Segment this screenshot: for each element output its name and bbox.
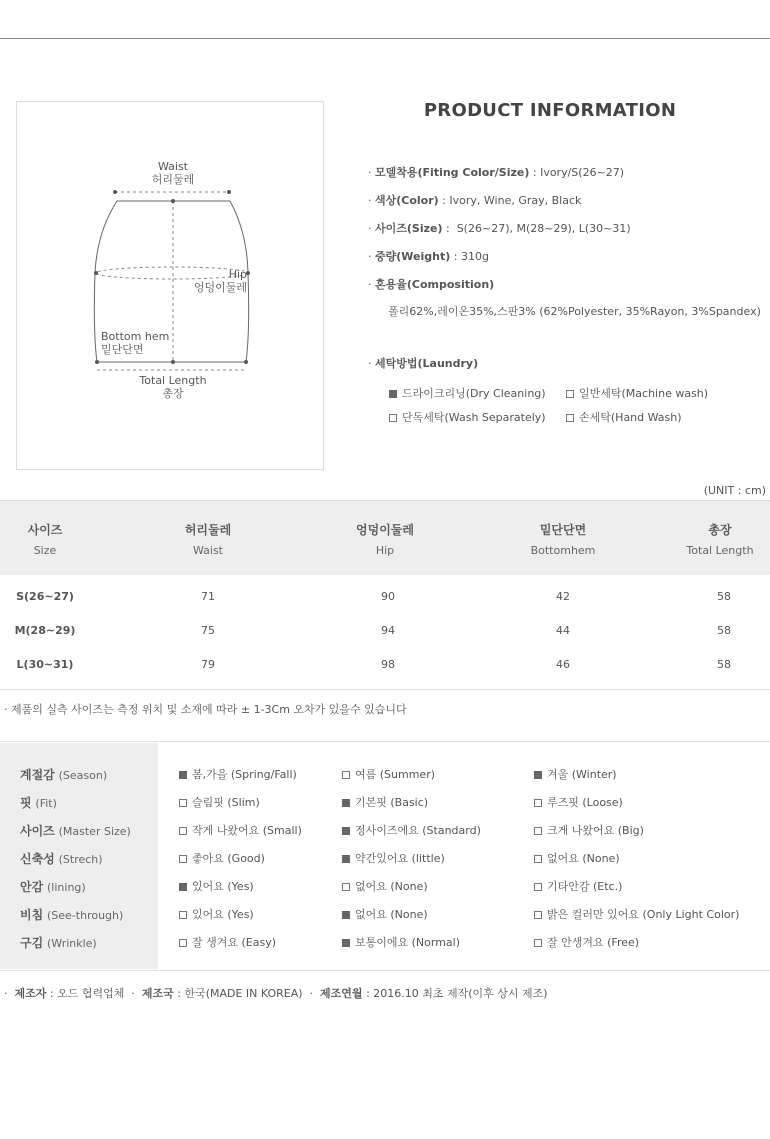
checkbox-empty-icon <box>342 883 350 891</box>
laundry-machine-wash: 일반세탁(Machine wash) <box>566 385 708 401</box>
attribute-label <box>20 766 107 783</box>
checkbox-checked-icon <box>179 883 187 891</box>
spec-composition: · 혼용율(Composition) <box>368 278 495 291</box>
divider <box>0 689 770 690</box>
row-hip: 90 <box>381 590 395 603</box>
manufacturer-info: · 제조자 : 오드 협력업체 · 제조국 : 한국(MADE IN KOREA) · 제조연월 : 2016.10 최초 제작(이후 상시 제조) <box>4 987 548 1000</box>
attribute-option <box>342 822 481 838</box>
attribute-option-label: 잘 안생겨요 (Free) <box>547 936 640 949</box>
attribute-option <box>342 766 435 782</box>
attribute-option <box>534 850 620 866</box>
checkbox-empty-icon <box>534 911 542 919</box>
attribute-label-kr: 계절감 <box>20 768 55 782</box>
attribute-option <box>534 822 644 838</box>
hip-label: Hip 엉덩이둘레 <box>193 268 247 294</box>
checkbox-checked-icon <box>342 939 350 947</box>
attribute-label-kr: 비침 <box>20 908 44 922</box>
waist-label: Waist 허리둘레 <box>151 160 195 186</box>
laundry-dry-cleaning: 드라이크리닝(Dry Cleaning) <box>389 385 546 401</box>
laundry-wash-separately: 단독세탁(Wash Separately) <box>389 409 546 425</box>
header-waist: 허리둘레 Waist <box>184 523 232 557</box>
product-info-title: PRODUCT INFORMATION <box>423 100 677 121</box>
checkbox-checked-icon <box>179 771 187 779</box>
divider <box>0 741 770 742</box>
unit-label: (UNIT : cm) <box>703 484 766 497</box>
attribute-label-en: (See-through) <box>47 909 124 922</box>
row-size: S(26~27) <box>16 590 74 603</box>
checkbox-checked-icon <box>342 911 350 919</box>
checkbox-checked-icon <box>534 771 542 779</box>
attribute-option <box>342 934 460 950</box>
row-bottom-hem: 42 <box>556 590 570 603</box>
attribute-option <box>534 906 739 922</box>
checkbox-empty-icon <box>179 911 187 919</box>
attribute-option-label: 기본핏 (Basic) <box>355 796 429 809</box>
attribute-option <box>179 850 265 866</box>
attribute-option <box>179 822 302 838</box>
checkbox-checked-icon <box>389 390 397 398</box>
header-total-length: 총장 Total Length <box>686 523 754 557</box>
composition-value: 폴리62%,레이온35%,스판3% (62%Polyester, 35%Rayon, 3%Spandex) <box>388 305 761 318</box>
attribute-label-kr: 핏 <box>20 796 32 810</box>
row-waist: 75 <box>201 624 215 637</box>
checkbox-empty-icon <box>179 799 187 807</box>
row-bottom-hem: 44 <box>556 624 570 637</box>
header-size: 사이즈 Size <box>27 523 63 557</box>
attribute-label <box>20 850 103 867</box>
row-bottom-hem: 46 <box>556 658 570 671</box>
attribute-option-label: 없어요 (None) <box>355 908 428 921</box>
checkbox-checked-icon <box>342 799 350 807</box>
attribute-label-en: (Wrinkle) <box>47 937 97 950</box>
top-divider <box>0 38 770 39</box>
checkbox-empty-icon <box>342 771 350 779</box>
row-waist: 71 <box>201 590 215 603</box>
attribute-option-label: 없어요 (None) <box>547 852 620 865</box>
checkbox-checked-icon <box>342 855 350 863</box>
attribute-label-en: (Fit) <box>35 797 57 810</box>
attribute-option <box>179 794 260 810</box>
attribute-label <box>20 822 131 839</box>
checkbox-empty-icon <box>179 939 187 947</box>
attribute-option-label: 약간있어요 (little) <box>355 852 445 865</box>
attribute-option-label: 정사이즈에요 (Standard) <box>355 824 481 837</box>
size-note: · 제품의 실측 사이즈는 측정 위치 및 소재에 따라 ± 1-3Cm 오차가 있을수 있습니다 <box>4 703 407 716</box>
attribute-option-label: 크게 나왔어요 (Big) <box>547 824 644 837</box>
checkbox-empty-icon <box>179 855 187 863</box>
checkbox-empty-icon <box>534 799 542 807</box>
attribute-label-en: (Strech) <box>58 853 103 866</box>
attribute-option <box>342 906 428 922</box>
checkbox-empty-icon <box>566 390 574 398</box>
attribute-option-label: 없어요 (None) <box>355 880 428 893</box>
attribute-option <box>534 878 622 894</box>
attribute-option <box>179 878 254 894</box>
bottom-hem-label: Bottom hem 밑단단면 <box>101 330 170 356</box>
attribute-option-label: 밝은 컬러만 있어요 (Only Light Color) <box>547 908 740 921</box>
attribute-label-en: (Master Size) <box>58 825 131 838</box>
header-hip: 엉덩이둘레 Hip <box>356 523 414 557</box>
checkbox-empty-icon <box>534 883 542 891</box>
attribute-option <box>534 794 623 810</box>
size-table-header <box>0 500 770 575</box>
attribute-option-label: 여름 (Summer) <box>355 768 436 781</box>
laundry-hand-wash: 손세탁(Hand Wash) <box>566 409 682 425</box>
attribute-label <box>20 878 86 895</box>
attribute-option-label: 있어요 (Yes) <box>192 880 254 893</box>
attribute-option-label: 보통이에요 (Normal) <box>355 936 461 949</box>
checkbox-empty-icon <box>566 414 574 422</box>
spec-weight: · 중량(Weight) : 310g <box>368 250 489 263</box>
checkbox-empty-icon <box>534 939 542 947</box>
row-size: M(28~29) <box>14 624 76 637</box>
spec-size: · 사이즈(Size) : S(26~27), M(28~29), L(30~31) <box>368 222 631 235</box>
attribute-option <box>342 878 428 894</box>
attribute-option <box>534 766 617 782</box>
attribute-label-en: (lining) <box>47 881 86 894</box>
attribute-option <box>179 906 254 922</box>
header-bottom-hem: 밑단단면 Bottomhem <box>530 523 596 557</box>
attribute-option-label: 루즈핏 (Loose) <box>547 796 623 809</box>
attribute-label <box>20 934 97 951</box>
attribute-option-label: 슬림핏 (Slim) <box>192 796 260 809</box>
row-waist: 79 <box>201 658 215 671</box>
row-hip: 98 <box>381 658 395 671</box>
attribute-option-label: 봄,가을 (Spring/Fall) <box>192 768 297 781</box>
attribute-label-kr: 구김 <box>20 936 44 950</box>
attribute-option <box>342 850 445 866</box>
row-hip: 94 <box>381 624 395 637</box>
attribute-label-en: (Season) <box>58 769 108 782</box>
attribute-option <box>534 934 639 950</box>
attribute-option <box>342 794 428 810</box>
attribute-option-label: 겨울 (Winter) <box>547 768 617 781</box>
attribute-option <box>179 766 297 782</box>
checkbox-empty-icon <box>179 827 187 835</box>
row-total-length: 58 <box>717 624 731 637</box>
attribute-option-label: 기타안감 (Etc.) <box>547 880 623 893</box>
checkbox-empty-icon <box>389 414 397 422</box>
attribute-option-label: 작게 나왔어요 (Small) <box>192 824 302 837</box>
checkbox-empty-icon <box>534 855 542 863</box>
laundry-heading: · 세탁방법(Laundry) <box>368 357 479 370</box>
skirt-diagram <box>16 101 324 470</box>
spec-fitting: · 모델착용(Fiting Color/Size) : Ivory/S(26~27) <box>368 166 625 179</box>
attribute-label <box>20 794 57 811</box>
attribute-option-label: 좋아요 (Good) <box>192 852 265 865</box>
attribute-option-label: 잘 생겨요 (Easy) <box>192 936 277 949</box>
attribute-label-kr: 사이즈 <box>20 824 55 838</box>
row-total-length: 58 <box>717 658 731 671</box>
total-length-label: Total Length 총장 <box>139 374 207 400</box>
attribute-label-kr: 신축성 <box>20 852 55 866</box>
attribute-option <box>179 934 276 950</box>
skirt-outline <box>17 102 325 471</box>
attribute-label <box>20 906 123 923</box>
row-size: L(30~31) <box>16 658 74 671</box>
row-total-length: 58 <box>717 590 731 603</box>
spec-color: · 색상(Color) : Ivory, Wine, Gray, Black <box>368 194 582 207</box>
checkbox-checked-icon <box>342 827 350 835</box>
checkbox-empty-icon <box>534 827 542 835</box>
attribute-option-label: 있어요 (Yes) <box>192 908 254 921</box>
attribute-label-kr: 안감 <box>20 880 44 894</box>
divider <box>0 970 770 971</box>
